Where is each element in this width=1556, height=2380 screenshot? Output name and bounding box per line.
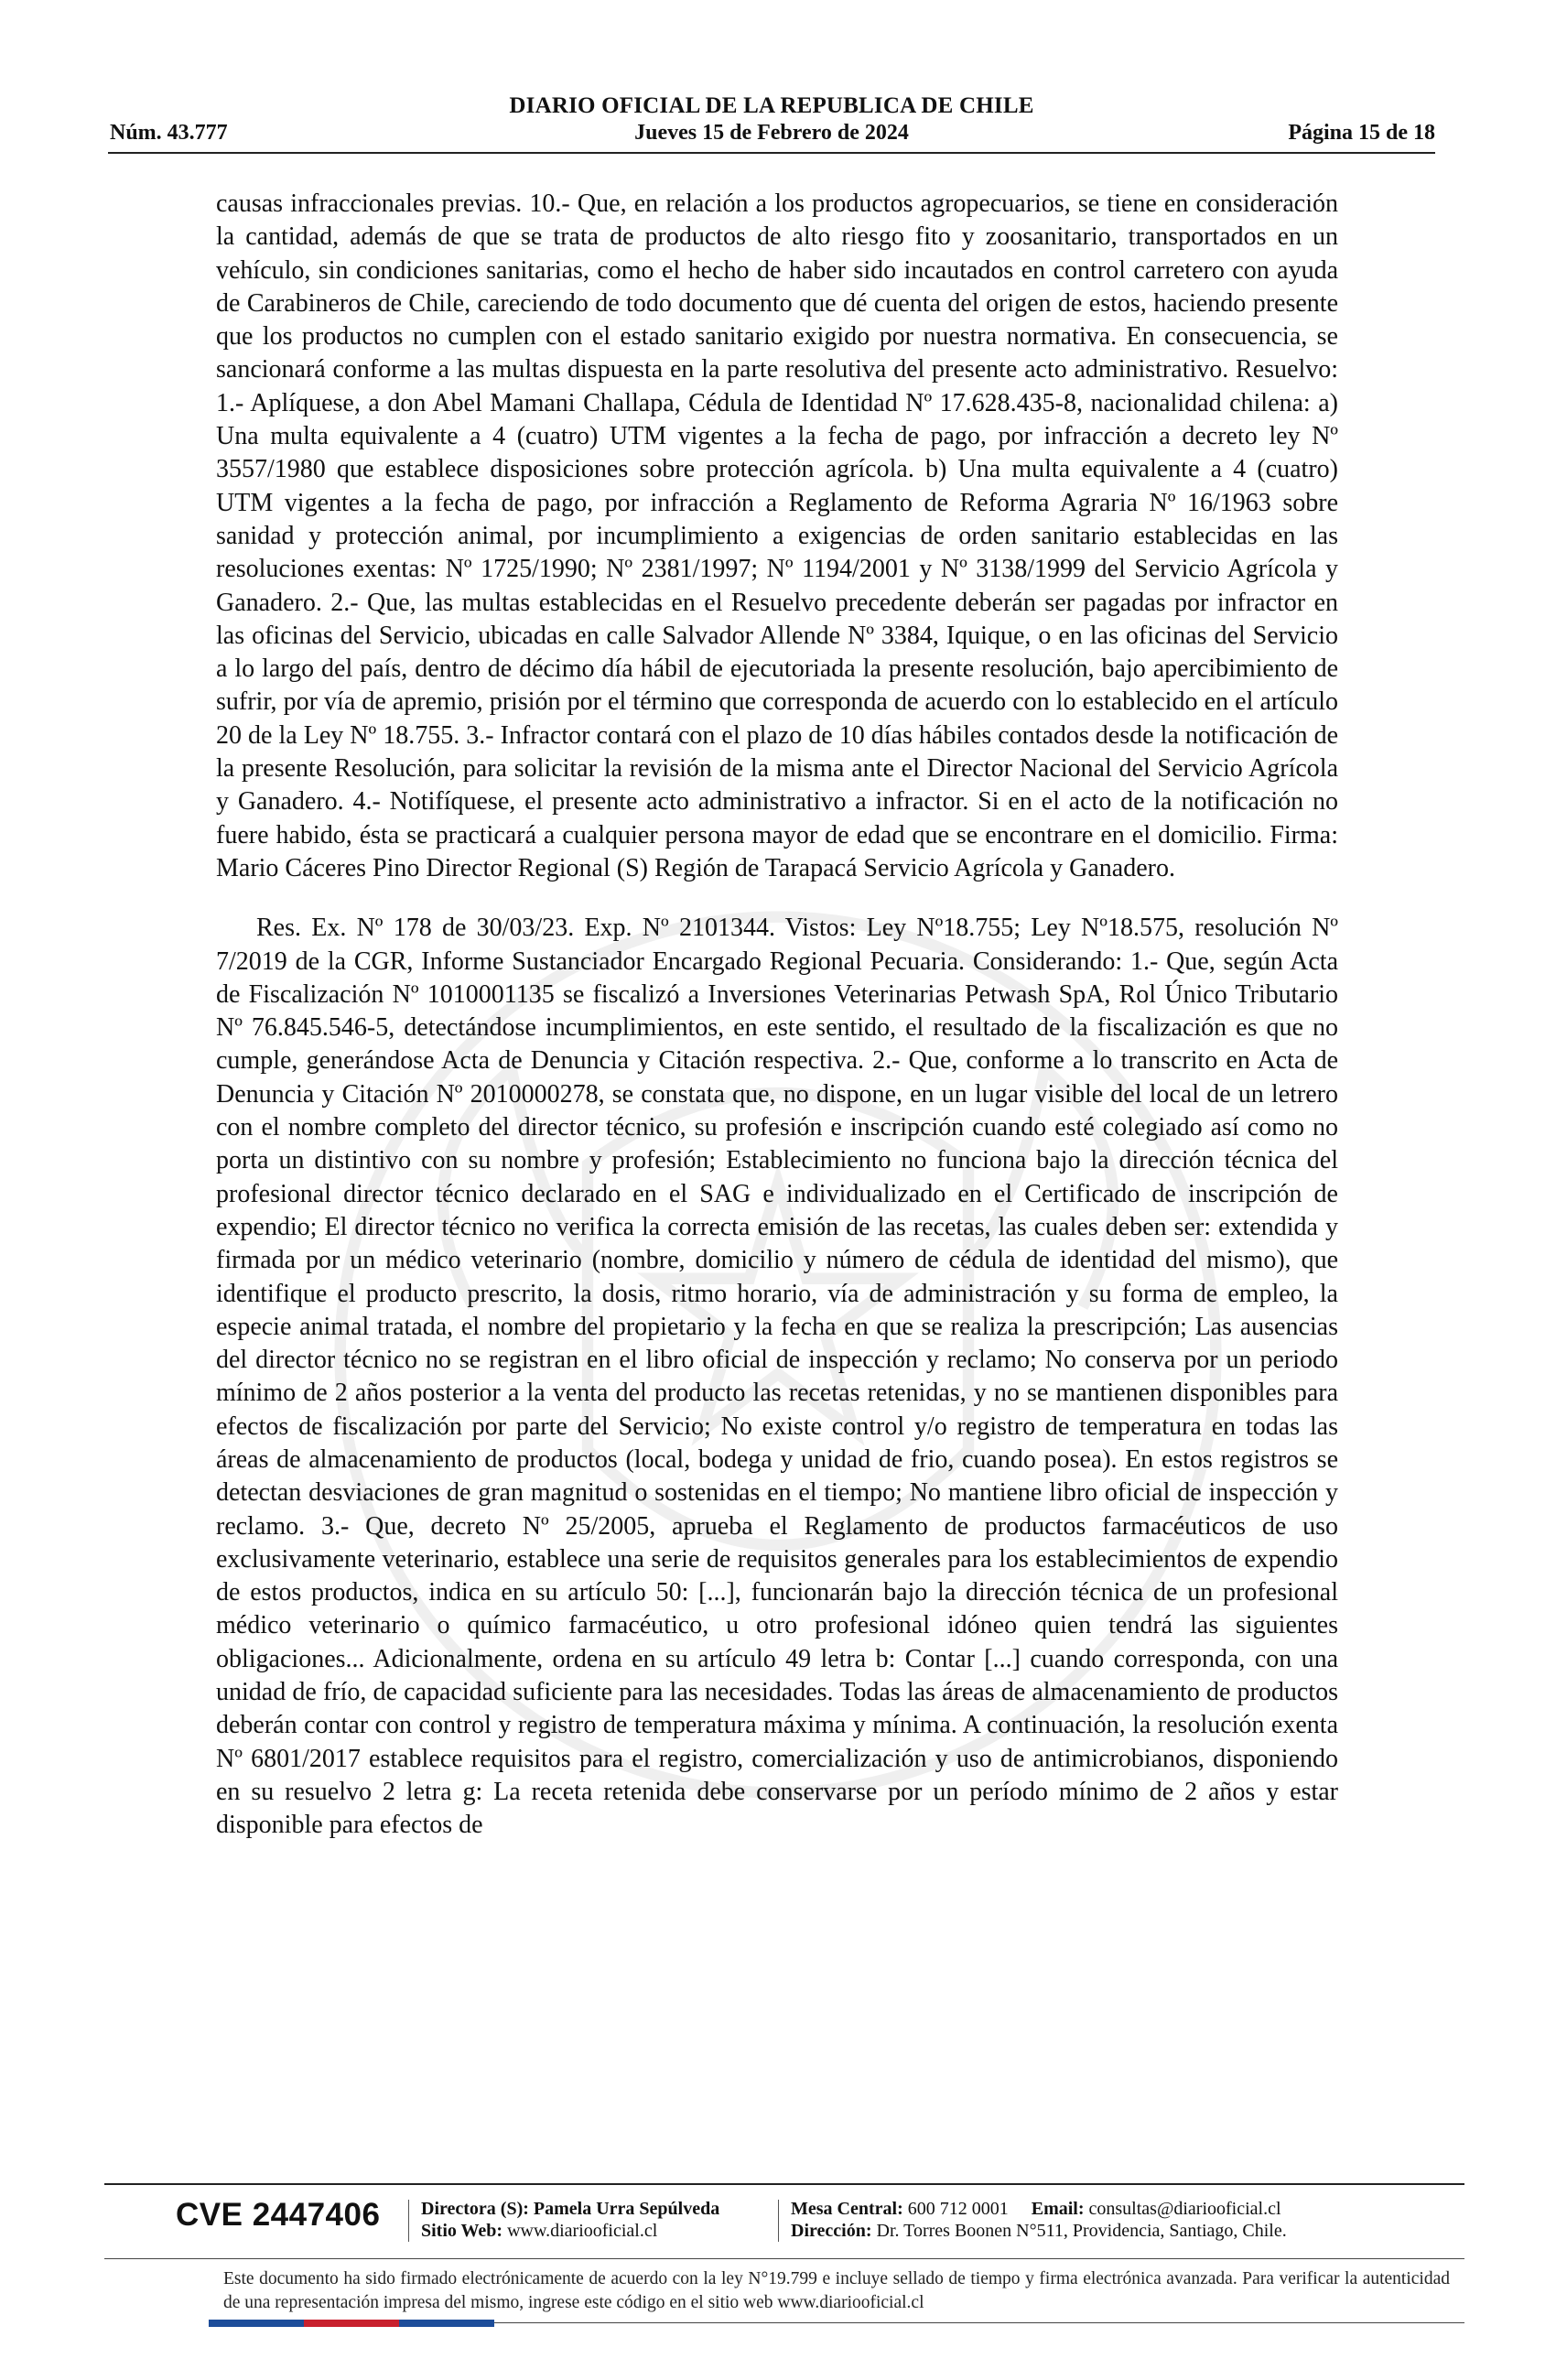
email-link[interactable]: consultas@diariooficial.cl	[1088, 2199, 1281, 2219]
issue-date: Jueves 15 de Febrero de 2024	[634, 121, 909, 145]
paragraph: causas infraccionales previas. 10.- Que, en relación a los productos agropecuarios, se tiene en consideración la cantidad, además de que se trata de productos de alto riesgo fito y zoosanitario, transportados en un vehículo, sin condiciones sanitarias, como el hecho de haber sido incautados en control carretero con ayuda de Carabineros de Chile, careciendo de todo documento que dé cuenta del origen de estos, haciendo presente que los productos no cumplen con el estado sanitario exigido por nuestra normativa. En consecuencia, se sancionará conforme a las multas dispuesta en la parte resolutiva del presente acto administrativo. Resuelvo: 1.- Aplíquese, a don Abel Mamani Challapa, Cédula de Identidad Nº 17.628.435-8, nacionalidad chilena: a) Una multa equivalente a 4 (cuatro) UTM vigentes a la fecha de pago, por infracción a decreto ley Nº 3557/1980 que establece disposiciones sobre protección agrícola. b) Una multa equivalente a 4 (cuatro) UTM vigentes a la fecha de pago, por infracción a Reglamento de Reforma Agraria Nº 16/1963 sobre sanidad y protección animal, por incumplimiento a exigencias de orden sanitario establecidas en las resoluciones exentas: Nº 1725/1990; Nº 2381/1997; Nº 1194/2001 y Nº 3138/1999 del Servicio Agrícola y Ganadero. 2.- Que, las multas establecidas en el Resuelvo precedente deberán ser pagadas por infractor en las oficinas del Servicio, ubicadas en calle Salvador Allende Nº 3384, Iquique, o en las oficinas del Servicio a lo largo del país, dentro de décimo día hábil de ejecutoriada la presente resolución, bajo apercibimiento de sufrir, por vía de apremio, prisión por el término que corresponda de acuerdo con lo establecido en el artículo 20 de la Ley Nº 18.755. 3.- Infractor contará con el plazo de 10 días hábiles contados desde la notificación de la presente Resolución, para solicitar la revisión de la misma ante el Director Nacional del Servicio Agrícola y Ganadero. 4.- Notifíquese, el presente acto administrativo a infractor. Si en el acto de la notificación no fuere habido, ésta se practicará a cualquier persona mayor de edad que se encontrare en el domicilio. Firma: Mario Cáceres Pino Director Regional (S) Región de Tarapacá Servicio Agrícola y Ganadero.	[216, 189, 1338, 882]
footer-director-block	[421, 2198, 719, 2242]
flag-blue-segment	[399, 2320, 494, 2327]
footer-separator	[408, 2200, 409, 2242]
address-label: Dirección:	[791, 2221, 872, 2241]
director-label: Directora (S):	[421, 2199, 529, 2219]
footer-separator	[778, 2200, 779, 2242]
cve-code: CVE 2447406	[176, 2197, 381, 2233]
issue-number: Núm. 43.777	[110, 121, 228, 145]
legal-note: Este documento ha sido firmado electrónicamente de acuerdo con la ley N°19.799 e incluye sellado de tiempo y firma electrónica avanzada. Para verificar la autenticidad de una representación impresa del mismo, ingrese este código en el sitio web www.diariooficial.cl	[223, 2269, 1450, 2312]
flag-blue-segment	[209, 2320, 304, 2327]
paragraph: Res. Ex. Nº 178 de 30/03/23. Exp. Nº 2101344. Vistos: Ley Nº18.755; Ley Nº18.575, resolución Nº 7/2019 de la CGR, Informe Sustanciador Encargado Regional Pecuaria. Considerando: 1.- Que, según Acta de Fiscalización Nº 1010001135 se fiscalizó a Inversiones Veterinarias Petwash SpA, Rol Único Tributario Nº 76.845.546-5, detectándose incumplimientos, en este sentido, el resultado de la fiscalización es que no cumple, generándose Acta de Denuncia y Citación respectiva. 2.- Que, conforme a lo transcrito en Acta de Denuncia y Citación Nº 2010000278, se constata que, no dispone, en un lugar visible del local de un letrero con el nombre completo del director técnico, su profesión e inscripción cuando esté colegiado así como no porta un distintivo con su nombre y profesión; Establecimiento no funciona bajo la dirección técnica del profesional director técnico declarado en el SAG e individualizado en el Certificado de inscripción de expendio; El director técnico no verifica la correcta emisión de las recetas, las cuales deben ser: extendida y firmada por un médico veterinario (nombre, domicilio y número de cédula de identidad del mismo), que identifique el producto prescrito, la dosis, ritmo horario, vía de administración y su forma de empleo, la especie animal tratada, el nombre del propietario y la fecha en que se realiza la prescripción; Las ausencias del director técnico no se registran en el libro oficial de inspección y reclamo; No conserva por un periodo mínimo de 2 años posterior a la venta del producto las recetas retenidas, y no se mantienen disponibles para efectos de fiscalización por parte del Servicio; No existe control y/o registro de temperatura en todas las áreas de almacenamiento de productos (local, bodega y unidad de frio, cuando posea). En estos registros se detectan desviaciones de gran magnitud o sostenidas en el tiempo; No mantiene libro oficial de inspección y reclamo. 3.- Que, decreto Nº 25/2005, aprueba el Reglamento de productos farmacéuticos de uso exclusivamente veterinario, establece una serie de requisitos generales para los establecimientos de expendio de estos productos, indica en su artículo 50: [...], funcionarán bajo la dirección técnica de un profesional médico veterinario o químico farmacéutico, u otro profesional idóneo quien tendrá las siguientes obligaciones... Adicionalmente, ordena en su artículo 49 letra b: Contar [...] cuando corresponda, con una unidad de frío, de capacidad suficiente para las necesidades. Todas las áreas de almacenamiento de productos deberán contar con control y registro de temperatura máxima y mínima. A continuación, la resolución exenta Nº 6801/2017 establece requisitos para el registro, comercialización y uso de antimicrobianos, disponiendo en su resuelvo 2 letra g: La receta retenida debe conservarse por un período mínimo de 2 años y estar disponible para efectos de	[216, 914, 1338, 1840]
page-header	[108, 92, 1435, 157]
flag-color-bar	[209, 2320, 494, 2327]
flag-red-segment	[304, 2320, 399, 2327]
website-link[interactable]: www.diariooficial.cl	[507, 2221, 658, 2241]
footer-contact-block	[791, 2198, 1287, 2242]
website-label: Sitio Web:	[421, 2221, 503, 2241]
document-body	[216, 188, 1338, 1843]
bottom-divider	[494, 2322, 1464, 2323]
footer-divider	[104, 2183, 1464, 2185]
phone-label: Mesa Central:	[791, 2199, 903, 2219]
header-divider	[108, 152, 1435, 154]
journal-title: DIARIO OFICIAL DE LA REPUBLICA DE CHILE	[509, 93, 1034, 118]
footer-divider	[104, 2258, 1464, 2259]
address-text: Dr. Torres Boonen N°511, Providencia, Santiago, Chile.	[876, 2221, 1287, 2241]
phone-number: 600 712 0001	[907, 2199, 1009, 2219]
director-name: Pamela Urra Sepúlveda	[533, 2199, 720, 2219]
page-number: Página 15 de 18	[1288, 121, 1435, 145]
email-label: Email:	[1031, 2199, 1085, 2219]
